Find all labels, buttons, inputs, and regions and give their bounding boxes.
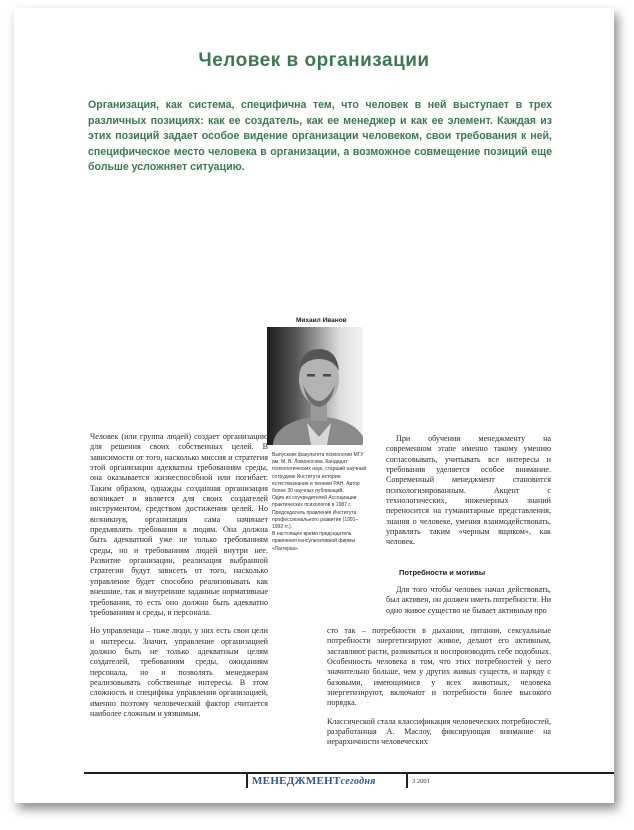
article-title: Человек в организации [198, 50, 430, 71]
author-name: Михаил Иванов [296, 317, 347, 324]
bio-line: В настоящее время председатель правления консультативной фирмы «Лаггерка». [272, 531, 356, 552]
article-lead: Организация, как система, специфична тем, что человек в ней выступает в трех различных позициях: как ее создатель, как ее менеджер и как ее элемент. Каждая из этих позиций задает особое видение организации человеком, свои требования к ней, специфическое место человека в организации, а возможное совмещение позиций еще больше усложняет ситуацию. [88, 99, 552, 174]
author-bio [272, 452, 367, 553]
page-info: 3 2001 [412, 778, 430, 785]
bio-line: Председатель правления Института профессионального развития (1991–1992 гг.). [272, 509, 359, 531]
author-photo [267, 327, 363, 445]
section-heading: Потребности и мотивы [399, 568, 486, 577]
footer-divider [246, 772, 248, 788]
footer-rule [84, 772, 614, 774]
left-column [90, 432, 268, 719]
paragraph: сто так – потребности в дыхании, питании, сексуальные потребности энергетизируют живое, делают его активным, заставляют расти, развиваться и воспроизводить себе подобных. Особенность человека в том, что этих потребностей у него значительно больше, чем у других живых существ, и наряду с базовыми, имеющимися у всех животных, человека энергетизируют, включают и потребности более высокого порядка. [327, 626, 551, 708]
magazine-logo [252, 775, 376, 787]
portrait-illustration [267, 327, 363, 445]
magazine-name: МЕНЕДЖМЕНТ [252, 775, 341, 787]
paragraph: При обучении менеджменту на современном этапе именно такому умению согласовывать, учитывать все интересы и требования уделяется особое внимание. Современный менеджмент становится психологизированным. Акцент с технологических, инженерных знаний переносится на гуманитарные представления, знания о человеке, умения взаимодействовать, управлять таким «черным ящиком», как человек. [386, 434, 551, 547]
paragraph: Классической стала классификация человеческих потребностей, разработанная А. Маслоу, фиксирующая внимание на иерархичности человеческих [327, 716, 551, 747]
right-column [386, 434, 551, 548]
paragraph: Но управленцы – тоже люди, у них есть свои цели и интересы. Значит, управление организацией должно быть не только адекватным целям создателей, требованиям среды, ожиданиям персонала, но и позволять менеджерам реализовывать собственные интересы. В этом сложность и специфика управления организацией, именно поэтому человеческий фактор считается наиболее сложным и уязвимым. [90, 626, 268, 718]
paragraph: Для того чтобы человек начал действовать, был активен, он должен иметь потребности. Ни одно живое существо не бывает активным про [386, 585, 551, 615]
magazine-suffix: сегодня [340, 776, 376, 787]
bottom-column [327, 626, 551, 748]
bio-line: Выпускник факультета психологии МГУ им. М. В. Ломоносова. Кандидат психологических наук, старший научный сотрудник Института истории естествознания и техники РАН. Автор более 30 научных публикаций. [272, 452, 367, 495]
footer-divider [406, 772, 408, 788]
bio-line: Один из соучредителей Ассоциации практических психологов в 1987 г. [272, 495, 357, 509]
right-column-continued [386, 585, 551, 616]
paragraph: Человек (или группа людей) создает организацию для решения своих собственных целей. В зависимости от того, насколько миссия и стратегия этой организации адекватны требованиям среды, она оказывается жизнеспособной или погибает. Таким образом, однажды созданная организация возникает и является для своих создателей инструментом, средством достижения целей. Но возникнув, организация сама начинает предъявлять требования к людям. Она должна быть адекватной уже не только требованиям среды, но и требованиям людей внутри нее. Развитие организации, реализация выбранной стратегии будут зависеть от того, насколько управление будет способно реализовывать как внешние, так и внутренние заданные нормативные требования, то есть оно должно быть адекватно требованиям и среды, и персонала. [90, 432, 268, 617]
magazine-page [14, 8, 614, 803]
